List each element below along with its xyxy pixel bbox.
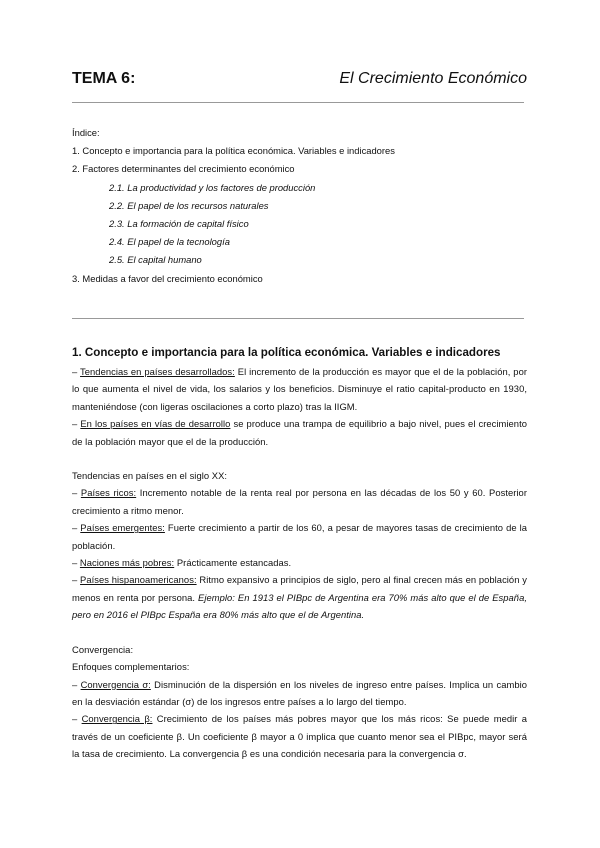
topic-title: El Crecimiento Económico (339, 70, 527, 87)
convergence-heading: Convergencia: (72, 643, 134, 655)
index-subitem: 2.2. El papel de los recursos naturales (109, 199, 269, 211)
index-subitem: 2.4. El papel de la tecnología (109, 236, 230, 248)
topic-number: TEMA 6: (72, 70, 136, 87)
paragraph-sigma-convergence: – Convergencia σ: Disminución de la dispersión en los niveles de ingreso entre países. Implica un cambio en la desviación estándar (σ) de los ingresos entre países a lo largo del tiempo. (72, 678, 528, 707)
index-title: Índice: (72, 127, 100, 138)
paragraph-poorest-nations: – Naciones más pobres: Prácticamente estancadas. (72, 557, 292, 569)
paragraph-developed-countries: – Tendencias en países desarrollados: El incremento de la producción es mayor que el de la población, por lo que aumenta el nivel de vida, los salarios y los beneficios. Disminuye el ratio capital-producto en 1930, manteniéndose (con ligeras oscilaciones a corto plazo) tras la IIGM. (72, 366, 528, 412)
term-label: Convergencia σ: (80, 678, 151, 690)
index-item: 2. Factores determinantes del crecimiento económico (72, 163, 295, 175)
paragraph-hispano-american: – Países hispanoamericanos: Ritmo expansivo a principios de siglo, pero al final crecen más en población y menos en renta por persona. Ejemplo: En 1913 el PIBpc de Argentina era 70% más alto que el de España, pero en 2016 el PIBpc España era 80% más alto que el de Argentina. (72, 574, 527, 621)
section-title: 1. Concepto e importancia para la política económica. Variables e indicadores (72, 346, 501, 359)
paragraph-emerging-countries: – Países emergentes: Fuerte crecimiento a partir de los 60, a pesar de mayores tasas de crecimiento de la población. (72, 522, 528, 551)
header-divider (72, 102, 524, 103)
term-label: Países hispanoamericanos: (80, 574, 197, 586)
term-label: Países ricos: (80, 487, 137, 499)
spacer (72, 624, 527, 641)
paragraph-beta-convergence: – Convergencia β: Crecimiento de los países más pobres mayor que los más ricos: Se puede medir a través de un coeficiente β. Un coeficiente β mayor a 0 implica que cuanto menor sea el PIBpc, mayor será la tasa de crecimiento. La convergencia β es una condición necesaria para la convergencia σ. (72, 713, 527, 760)
paragraph-developing-countries: – En los países en vías de desarrollo se produce una trampa de equilibrio a bajo nivel, pues el crecimiento de la población mayor que el de la producción. (72, 418, 527, 447)
term-label: Naciones más pobres: (79, 557, 175, 569)
index-item: 3. Medidas a favor del crecimiento económico (72, 272, 263, 284)
approaches-heading: Enfoques complementarios: (72, 661, 190, 673)
index-item: 1. Concepto e importancia para la política económica. Variables e indicadores (72, 145, 395, 157)
section-1 (72, 344, 527, 763)
page-header (72, 70, 527, 96)
term-label: Tendencias en países desarrollados: (80, 366, 235, 377)
index-divider (72, 318, 524, 319)
index-subitem: 2.3. La formación de capital físico (109, 218, 249, 230)
index-subitem: 2.1. La productividad y los factores de producción (109, 181, 316, 193)
term-label: En los países en vías de desarrollo (80, 418, 231, 430)
term-label: Países emergentes: (80, 522, 165, 534)
table-of-contents (72, 124, 527, 288)
term-label: Convergencia β: (81, 713, 153, 725)
spacer (72, 450, 527, 467)
index-subitem: 2.5. El capital humano (109, 254, 202, 266)
paragraph-rich-countries: – Países ricos: Incremento notable de la renta real por persona en las décadas de los 50 y 60. Posterior crecimiento a ritmo menor. (72, 487, 527, 516)
trends-heading: Tendencias en países en el siglo XX: (72, 470, 228, 482)
example-text: Ejemplo: En 1913 el PIBpc de Argentina era 70% más alto que el de España, pero en 2016 el PIBpc España era 80% más alto que el de Argentina. (72, 591, 527, 621)
